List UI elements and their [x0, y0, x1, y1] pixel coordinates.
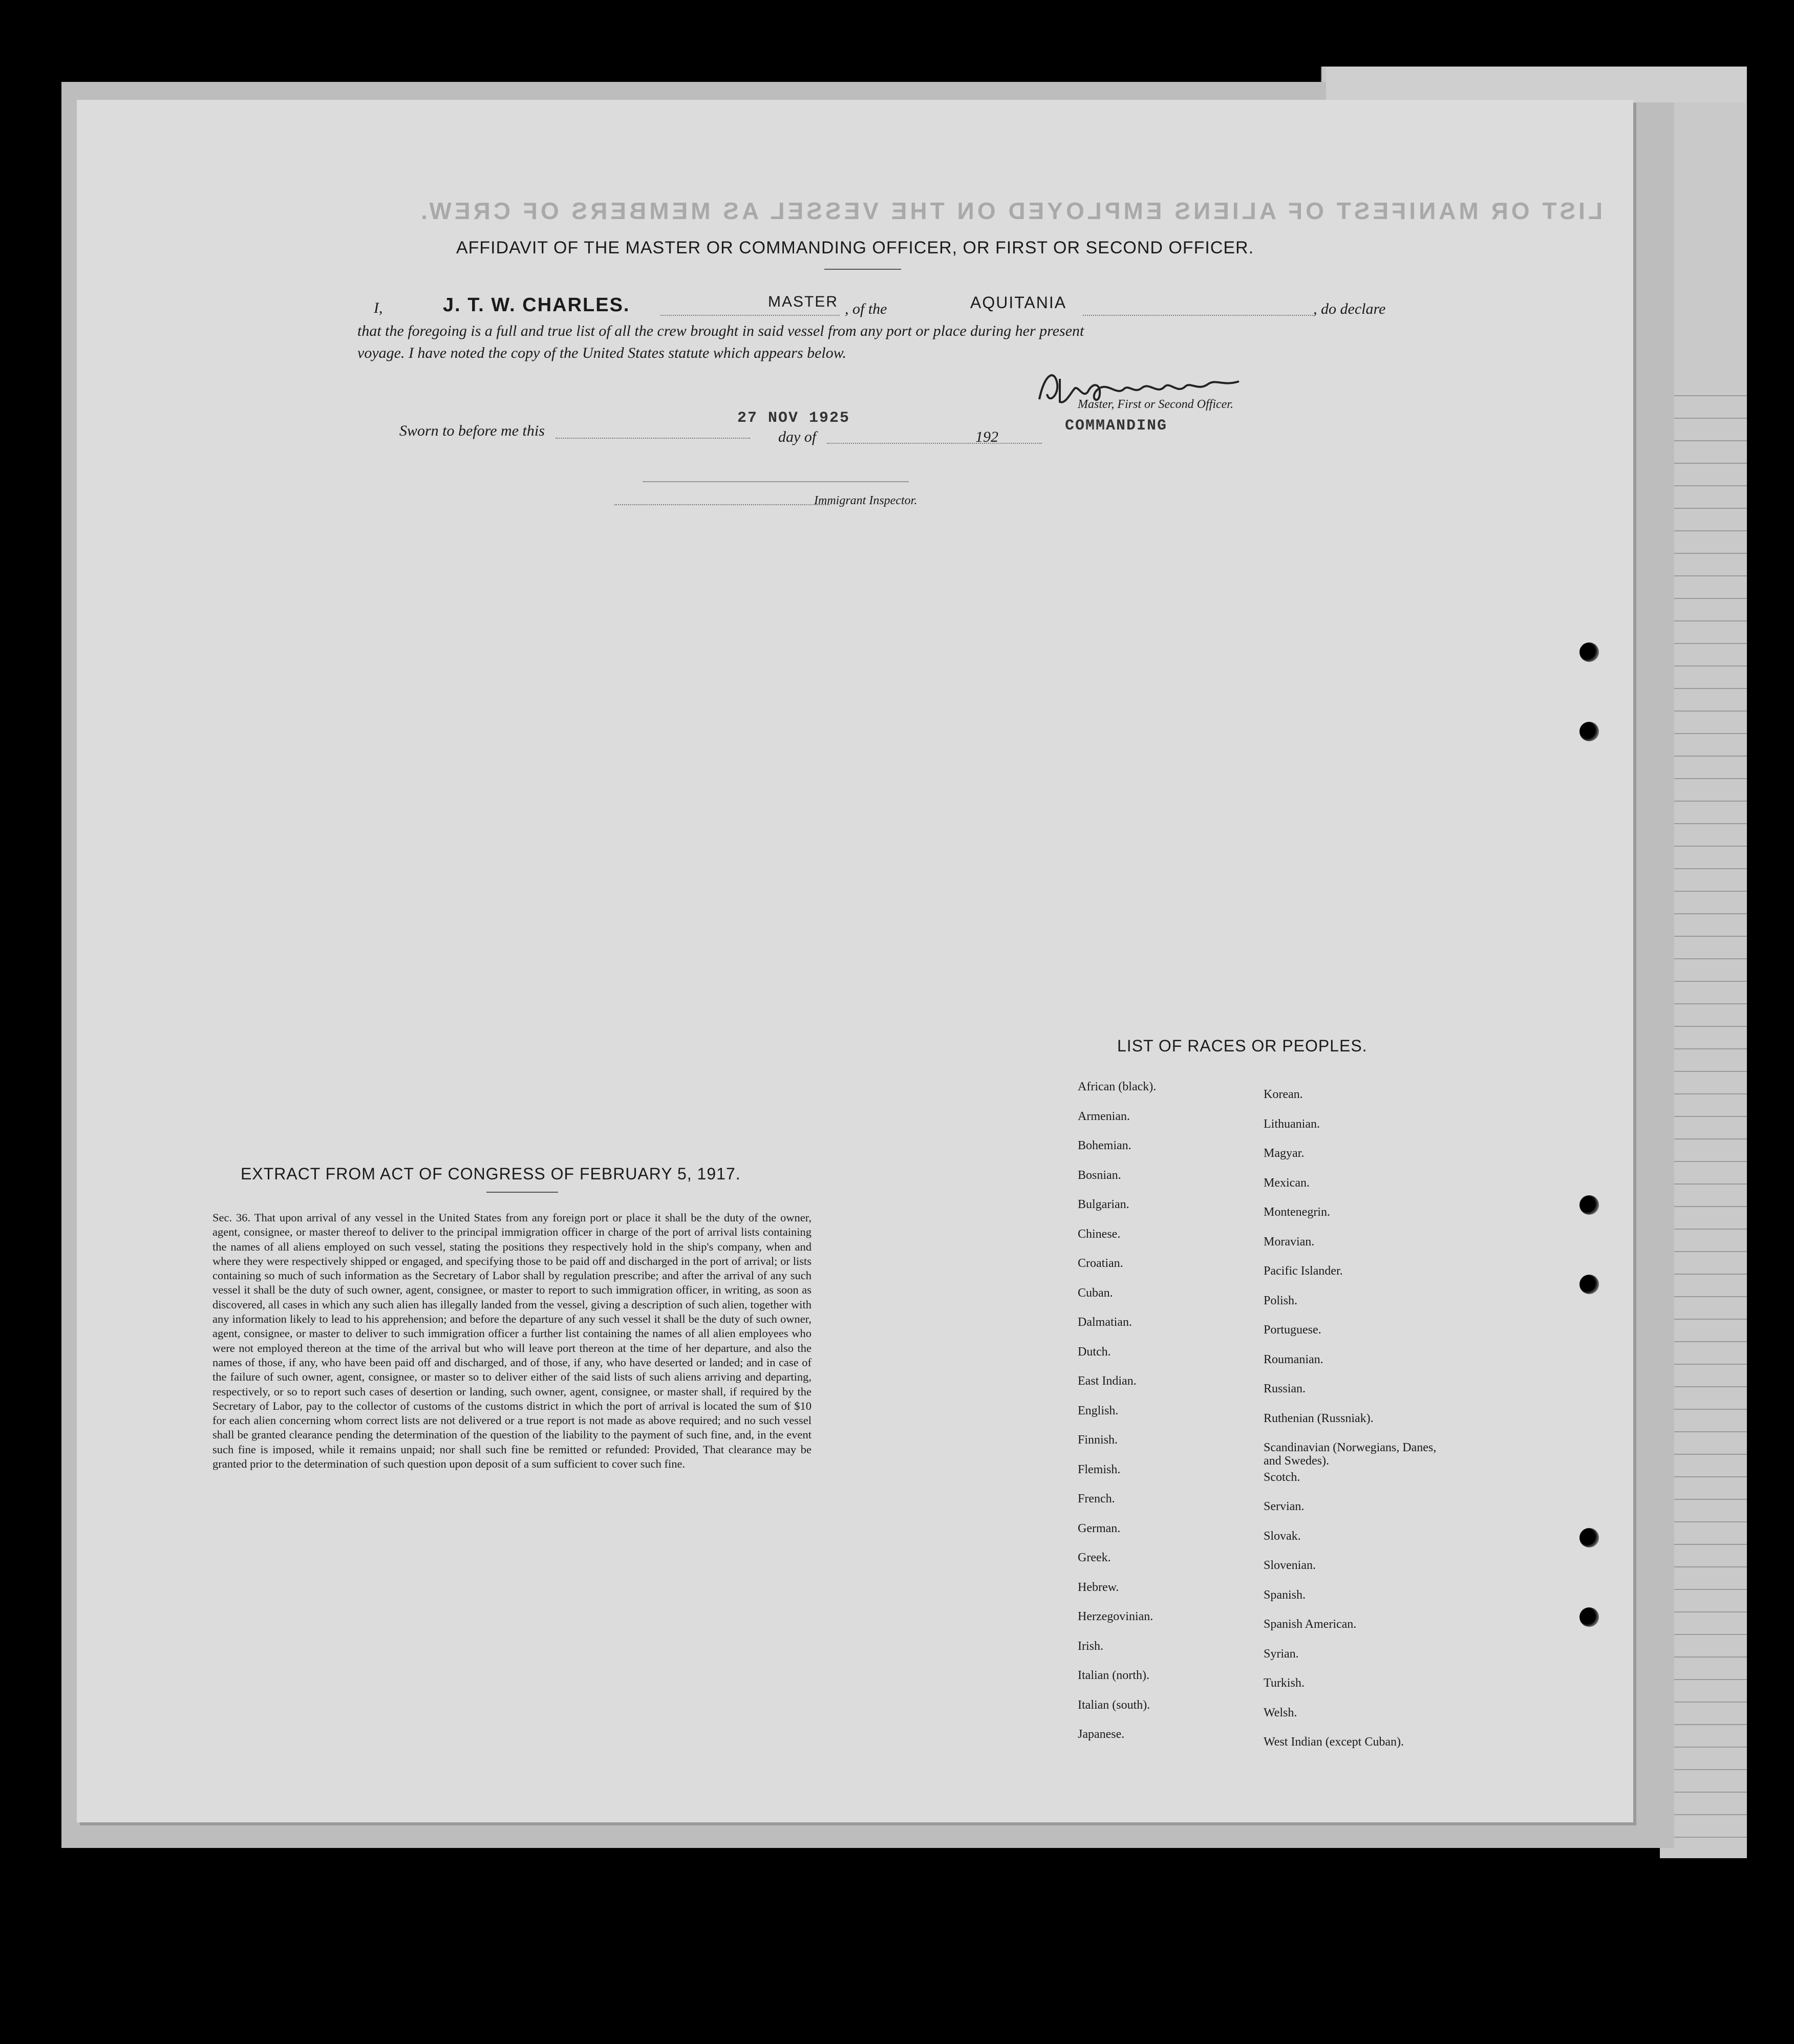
race-item: African (black). — [1078, 1080, 1157, 1093]
race-item: Syrian. — [1264, 1647, 1299, 1661]
race-item: Bohemian. — [1078, 1139, 1131, 1152]
race-item: Spanish. — [1264, 1588, 1306, 1602]
race-item: Moravian. — [1264, 1235, 1315, 1249]
race-item: East Indian. — [1078, 1374, 1137, 1388]
race-item: Turkish. — [1264, 1676, 1305, 1690]
race-item: Welsh. — [1264, 1706, 1297, 1719]
reverse-side-bleed: LIST OR MANIFEST OF ALIENS EMPLOYED ON THE VESSEL AS MEMBERS OF CREW. — [418, 198, 1603, 224]
race-item: Spanish American. — [1264, 1618, 1357, 1631]
day-of-label: day of — [778, 428, 817, 445]
do-declare-label: , do declare — [1313, 300, 1386, 317]
races-right-column — [1264, 1088, 1438, 1765]
date-stamp: 27 NOV 1925 — [737, 410, 850, 427]
race-item: French. — [1078, 1492, 1115, 1505]
of-the-label: , of the — [845, 300, 887, 317]
race-item: Servian. — [1264, 1500, 1305, 1513]
race-item: Portuguese. — [1264, 1323, 1321, 1337]
race-item: Magyar. — [1264, 1147, 1305, 1160]
declaration-line-2: that the foregoing is a full and true list of all the crew brought in said vessel from any port or place during her present — [357, 322, 1084, 339]
binder-hole — [1579, 1275, 1599, 1294]
binder-hole — [1579, 1195, 1599, 1215]
race-item: Bulgarian. — [1078, 1198, 1129, 1211]
race-item: English. — [1078, 1404, 1119, 1417]
race-item: Mexican. — [1264, 1176, 1310, 1190]
officer-caption: Master, First or Second Officer. — [1078, 398, 1233, 411]
race-item: Roumanian. — [1264, 1352, 1323, 1366]
race-item: West Indian (except Cuban). — [1264, 1735, 1404, 1749]
race-item: Bosnian. — [1078, 1168, 1121, 1182]
declaration-line-3: voyage. I have noted the copy of the United States statute which appears below. — [357, 345, 847, 361]
race-item: Slovak. — [1264, 1529, 1301, 1543]
inspector-signature-line — [643, 481, 909, 482]
race-item: Dalmatian. — [1078, 1316, 1132, 1329]
race-item: Scandinavian (Norwegians, Danes, and Swedes). — [1264, 1441, 1437, 1468]
race-item: Japanese. — [1078, 1728, 1125, 1741]
race-item: Greek. — [1078, 1551, 1111, 1564]
race-item: Russian. — [1264, 1382, 1306, 1395]
master-name: J. T. W. CHARLES. — [443, 294, 630, 316]
affidavit-page — [77, 100, 1633, 1822]
i-label: I, — [374, 299, 383, 316]
race-item: Finnish. — [1078, 1433, 1118, 1447]
year-label: 192 — [975, 428, 998, 445]
sworn-label: Sworn to before me this — [399, 422, 545, 439]
commanding-stamp: COMMANDING — [1065, 417, 1168, 435]
races-title: LIST OF RACES OR PEOPLES. — [1117, 1037, 1368, 1055]
vessel-name: AQUITANIA — [970, 293, 1067, 312]
race-item: Croatian. — [1078, 1257, 1123, 1270]
race-item: Dutch. — [1078, 1345, 1111, 1359]
top-sheet-edge — [1326, 67, 1746, 102]
race-item: Chinese. — [1078, 1227, 1121, 1241]
binder-hole — [1579, 1528, 1599, 1547]
name-underline — [660, 315, 840, 316]
race-item: Slovenian. — [1264, 1559, 1316, 1572]
binder-hole — [1579, 642, 1599, 662]
race-item: Herzegovinian. — [1078, 1610, 1154, 1623]
race-item: Hebrew. — [1078, 1580, 1119, 1594]
race-item: Scotch. — [1264, 1470, 1300, 1484]
extract-text: Sec. 36. That upon arrival of any vessel in the United States from any foreign port or place it shall be the duty of the owner, agent, consignee, or master thereof to deliver to the principal immigration officer in charge of the port of arrival lists containing the names of all aliens employed on such vessel, stating the positions they respectively hold in the ship's company, when and where they were respectively shipped or engaged, and specifying those to be paid off and discharged in the port of arrival; or lists containing so much of such information as the Secretary of Labor shall by regulation prescribe; and after the arrival of any such vessel it shall be the duty of such owner, agent, consignee, or master to report to such immigration officer, in writing, as soon as discovered, all cases in which any such alien has illegally landed from the vessel, giving a description of such alien, together with any information likely to lead to his apprehension; and before the departure of any such vessel it shall be the duty of such owner, agent, consignee, or master to deliver to such immigration officer a further list containing the names of all alien employees who were not employed thereon at the time of the arrival but who will leave port thereon at the time of her departure, and also the names of those, if any, who have been paid off and discharged, and of those, if any, who have deserted or landed; and in case of the failure of such owner, agent, consignee, or master so to deliver either of the said lists of such aliens arriving and departing, respectively, or so to report such cases of desertion or landing, such owner, agent, consignee, or master shall, if required by the Secretary of Labor, pay to the collector of customs of the customs district in which the port of arrival is located the sum of $10 for each alien concerning whom correct lists are not delivered or a true report is not made as above required; and no such vessel shall be granted clearance pending the determination of the question of the liability to the payment of such fine, and, in the event such fine is imposed, while it remains unpaid; nor shall such fine be remitted or refunded: Provided, That clearance may be granted prior to the determination of such question upon deposit of a sum sufficient to cover such fine. — [212, 1211, 811, 1471]
inspector-underline — [614, 504, 829, 505]
vessel-underline — [1083, 315, 1313, 316]
rank-field: MASTER — [768, 293, 839, 310]
title-divider — [824, 269, 901, 270]
binder-hole — [1579, 1607, 1599, 1627]
race-item: Montenegrin. — [1264, 1206, 1330, 1219]
race-item: Italian (north). — [1078, 1669, 1149, 1682]
month-underline — [827, 443, 1042, 444]
race-item: Pacific Islander. — [1264, 1264, 1343, 1278]
race-item: Flemish. — [1078, 1462, 1121, 1476]
affidavit-title: AFFIDAVIT OF THE MASTER OR COMMANDING OFFICER, OR FIRST OR SECOND OFFICER. — [456, 238, 1254, 257]
race-item: Italian (south). — [1078, 1698, 1150, 1712]
sworn-day-underline — [556, 438, 750, 439]
races-left-column — [1078, 1080, 1156, 1757]
race-item: German. — [1078, 1521, 1121, 1535]
race-item: Irish. — [1078, 1639, 1103, 1653]
race-item: Cuban. — [1078, 1286, 1113, 1300]
race-item: Korean. — [1264, 1088, 1303, 1101]
race-item: Polish. — [1264, 1294, 1298, 1307]
binder-hole — [1579, 722, 1599, 741]
race-item: Armenian. — [1078, 1109, 1130, 1123]
extract-title: EXTRACT FROM ACT OF CONGRESS OF FEBRUARY 5, 1917. — [241, 1165, 741, 1183]
extract-divider — [486, 1192, 558, 1193]
race-item: Ruthenian (Russniak). — [1264, 1411, 1374, 1425]
inspector-caption: Immigrant Inspector. — [814, 494, 917, 507]
race-item: Lithuanian. — [1264, 1117, 1320, 1131]
